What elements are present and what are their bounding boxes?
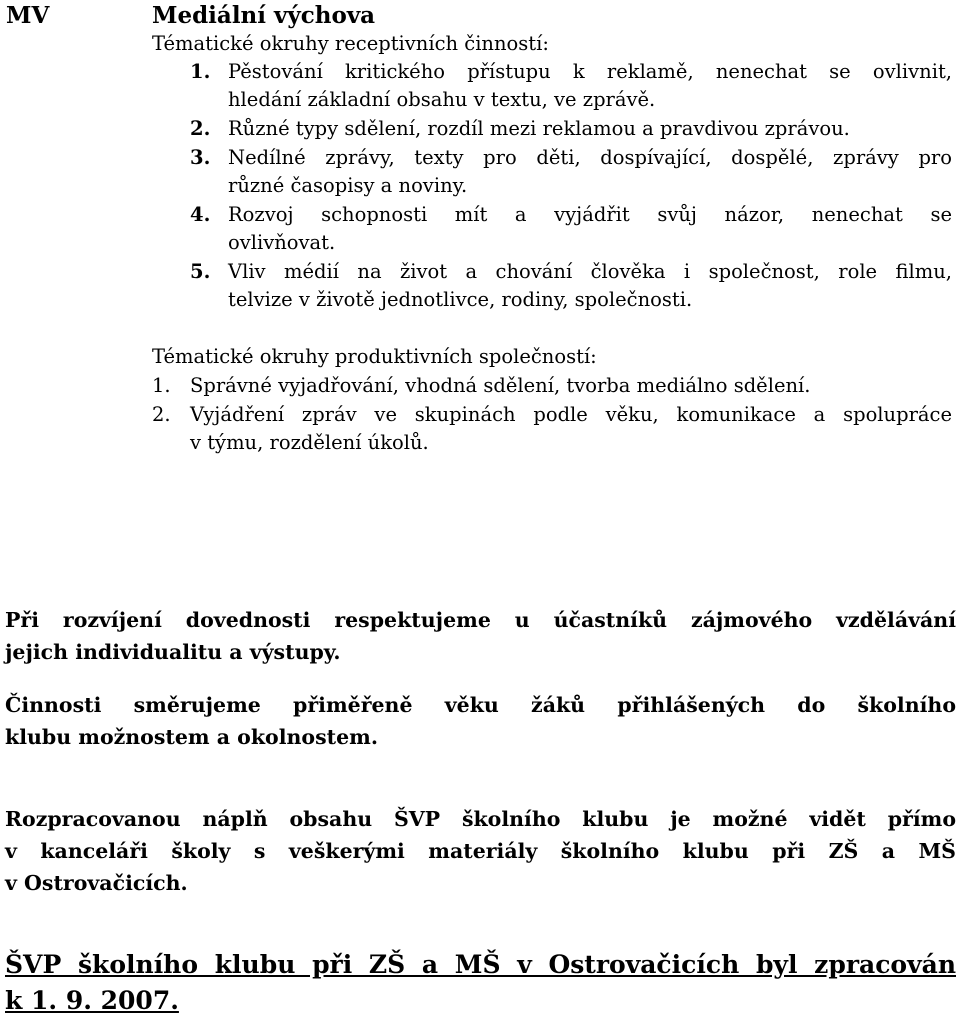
paragraph-activities (5, 689, 956, 753)
paragraph-line: v kanceláři školy s veškerými materiály školního klubu při ZŠ a MŠ (5, 839, 956, 863)
closing-line: k 1. 9. 2007. (5, 986, 179, 1015)
closing-statement (5, 947, 956, 1019)
section-title: Mediální výchova (152, 2, 376, 29)
item-number: 2. (152, 403, 171, 426)
productive-item-1 (152, 372, 811, 400)
receptive-item-2 (190, 115, 850, 143)
paragraph-line: Činnosti směrujeme přiměřeně věku žáků přihlášených do školního (5, 693, 956, 717)
item-text: Nedílné zprávy, texty pro děti, dospívající, dospělé, zprávy pro (228, 146, 952, 169)
paragraph-line: Rozpracovanou náplň obsahu ŠVP školního klubu je možné vidět přímo (5, 807, 956, 831)
paragraph-line: jejich individualitu a výstupy. (5, 640, 341, 664)
closing-line: ŠVP školního klubu při ZŠ a MŠ v Ostrovačicích byl zpracován (5, 950, 956, 979)
receptive-item-1-cont: hledání základní obsahu v textu, ve zprávě. (228, 88, 656, 111)
item-text: Vyjádření zpráv ve skupinách podle věku, komunikace a spolupráce (190, 403, 952, 426)
receptive-item-5 (190, 258, 952, 286)
productive-item-2 (152, 401, 952, 429)
section-code: MV (6, 2, 50, 29)
item-number: 1. (190, 60, 211, 83)
item-text: Různé typy sdělení, rozdíl mezi reklamou a pravdivou zprávou. (228, 117, 850, 140)
item-text: Pěstování kritického přístupu k reklamě, nenechat se ovlivnit, (228, 60, 952, 83)
receptive-item-3 (190, 144, 952, 172)
item-number: 1. (152, 374, 171, 397)
receptive-item-3-cont: různé časopisy a noviny. (228, 174, 468, 197)
receptive-item-4-cont: ovlivňovat. (228, 231, 336, 254)
item-number: 5. (190, 260, 211, 283)
receptive-item-5-cont: telvize v životě jednotlivce, rodiny, společnosti. (228, 288, 693, 311)
paragraph-line: v Ostrovačicích. (5, 871, 188, 895)
paragraph-svp-location (5, 803, 956, 899)
item-number: 4. (190, 203, 211, 226)
receptive-item-4 (190, 201, 952, 229)
productive-heading: Tématické okruhy produktivních společností: (152, 345, 597, 368)
item-text: Rozvoj schopnosti mít a vyjádřit svůj názor, nenechat se (228, 203, 952, 226)
item-text: Správné vyjadřování, vhodná sdělení, tvorba mediálno sdělení. (190, 374, 811, 397)
item-number: 2. (190, 117, 211, 140)
productive-item-2-cont: v týmu, rozdělení úkolů. (190, 431, 429, 454)
receptive-item-1 (190, 58, 952, 86)
paragraph-individuality (5, 604, 956, 668)
item-text: Vliv médií na život a chování člověka i společnost, role filmu, (228, 260, 952, 283)
paragraph-line: Při rozvíjení dovednosti respektujeme u účastníků zájmového vzdělávání (5, 608, 956, 632)
item-number: 3. (190, 146, 211, 169)
receptive-heading: Tématické okruhy receptivních činností: (152, 32, 549, 55)
paragraph-line: klubu možnostem a okolnostem. (5, 725, 378, 749)
